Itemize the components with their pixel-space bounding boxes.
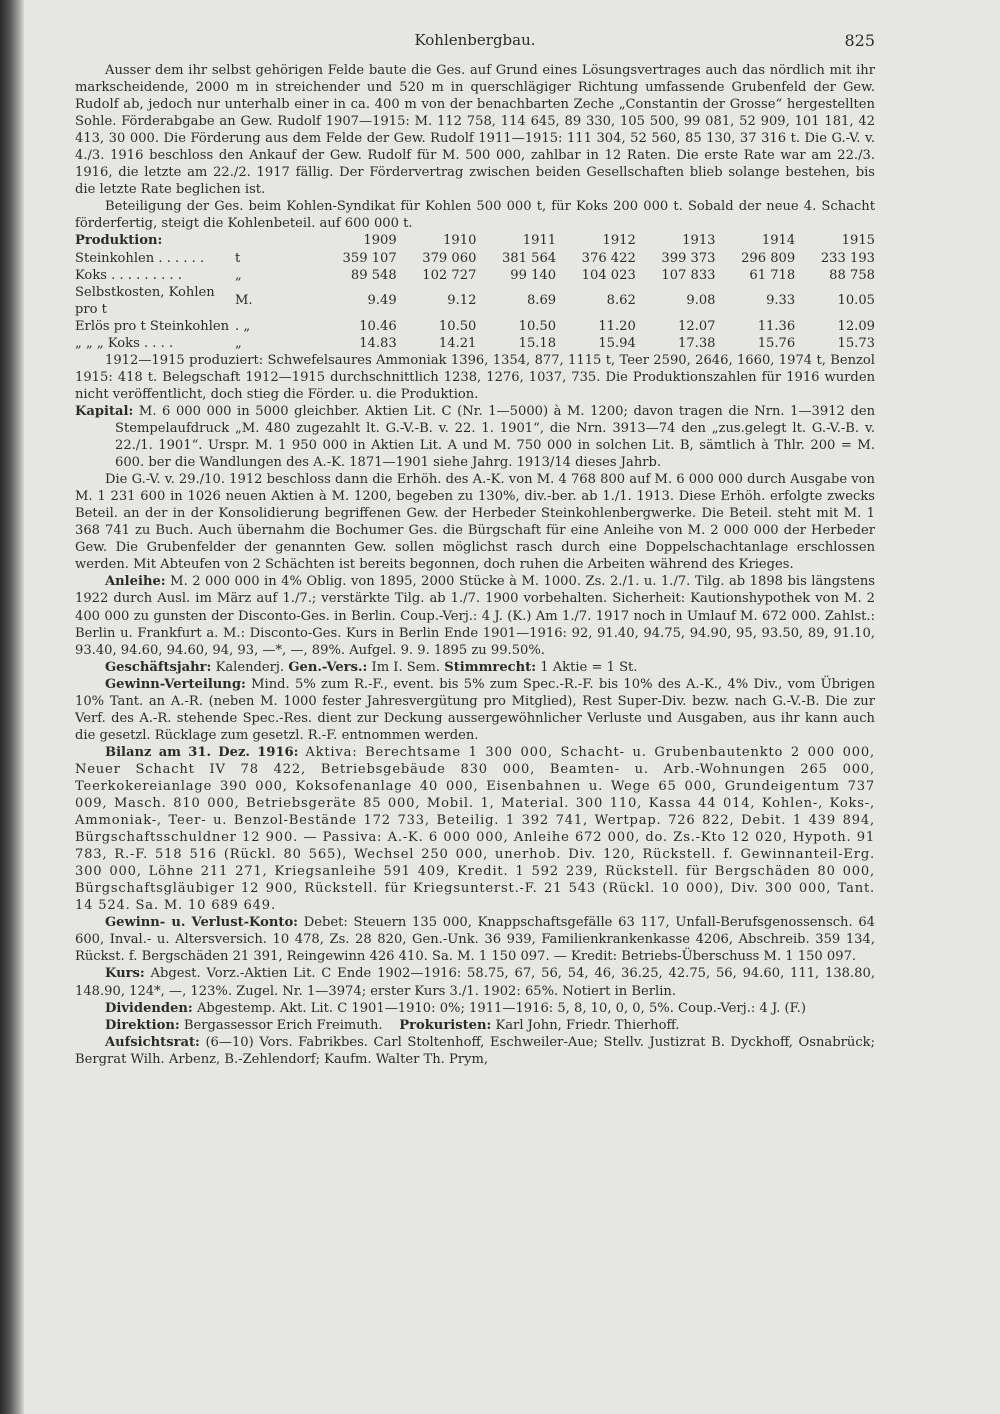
production-header-row — [75, 232, 875, 249]
kurs-text: Abgest. Vorz.-Aktien Lit. C Ende 1902—1916: 58.75, 67, 56, 54, 46, 36.25, 42.75, 56, 94.60, 111, 138.80, 148.90, 124*, —, 123%. Zugel. Nr. 1—3974; erster Kurs 3./1. 1902: 65%. Notiert in Berlin. — [75, 966, 875, 999]
table-cell: 233 193 — [820, 250, 875, 266]
table-cell: 8.62 — [606, 293, 636, 309]
dividenden-label: Dividenden: — [105, 1000, 193, 1016]
year-cell: 1915 — [841, 233, 875, 249]
table-row — [75, 267, 875, 284]
syndicate-paragraph: Beteiligung der Ges. beim Kohlen-Syndikat für Kohlen 500 000 t, für Koks 200 000 t. Sobald der neue 4. Schacht förderfertig, steigt die Kohlenbeteil. auf 600 000 t. — [75, 199, 875, 232]
table-cell: 10.05 — [837, 293, 875, 309]
row-label: Koks . . . . . . . . . — [75, 267, 182, 283]
table-cell: 10.46 — [359, 318, 397, 334]
table-cell: 15.94 — [598, 335, 636, 351]
geschaeftsjahr-label: Geschäftsjahr: — [105, 659, 212, 675]
table-cell: 15.76 — [757, 335, 796, 351]
table-cell: 14.21 — [438, 335, 477, 351]
book-spine-shadow — [0, 0, 24, 1414]
table-cell: 12.07 — [678, 318, 716, 334]
table-cell: 9.08 — [686, 293, 716, 309]
row-label: Steinkohlen . . . . . . — [75, 250, 205, 266]
kapital-text: M. 6 000 000 in 5000 gleichber. Aktien Lit. C (Nr. 1—5000) à M. 1200; davon tragen die Nrn. 1—3912 den Stempelaufdruck „M. 480 zugezahlt lt. G.-V.-B. v. 22. 1. 1901“, die Nrn. 3913—74 den „zus.gelegt lt. G.-V.-B. v. 22./1. 1901“. Urspr. M. 1 950 000 in Aktien Lit. A und M. 750 000 in solchen Lit. B, sämtlich à Thlr. 200 = M. 600. ber die Wandlungen des A.-K. 1871—1901 siehe Jahrg. 1913/14 dieses Jahrb. — [115, 403, 876, 471]
table-row — [75, 318, 875, 335]
gen-vers-text: Im I. Sem. — [371, 659, 441, 675]
aufsichtsrat-label: Aufsichtsrat: — [105, 1034, 200, 1050]
kurs-paragraph — [75, 965, 875, 999]
row-label: Selbstkosten, Kohlen pro t — [75, 284, 215, 317]
table-cell: 381 564 — [501, 250, 557, 266]
stimmrecht-text: 1 Aktie = 1 St. — [540, 659, 638, 675]
table-cell: 376 422 — [581, 250, 636, 266]
table-cell: 15.18 — [518, 335, 557, 351]
row-label: „ „ „ Koks . . . . — [75, 335, 174, 351]
guv-text: Debet: Steuern 135 000, Knappschaftsgefälle 63 117, Unfall-Berufsgenossensch. 64 600, Inval.- u. Altersversich. 10 478, Zs. 28 820, Gen.-Unk. 36 939, Familienkrankenkasse 4206, Abschreib. 359 134, Rückst. f. Bergschäden 21 391, Reingewinn 426 410. Sa. M. 1 150 097. — Kredit: Betriebs-Überschuss M. 1 150 097. — [75, 915, 875, 965]
aufsichtsrat-text: (6—10) Vors. Fabrikbes. Carl Stoltenhoff, Eschweiler-Aue; Stellv. Justizrat B. Dyckhoff, Osnabrück; Bergrat Wilh. Arbenz, B.-Zehlendorf; Kaufm. Walter Th. Prym, — [75, 1034, 875, 1067]
kapital-paragraph — [75, 403, 875, 471]
table-cell: 61 718 — [749, 267, 796, 283]
year-cell: 1910 — [443, 233, 477, 249]
direktion-label: Direktion: — [105, 1017, 180, 1033]
prokuristen-label: Prokuristen: — [399, 1017, 492, 1033]
table-cell: 399 373 — [661, 250, 716, 266]
table-cell: 359 107 — [342, 250, 397, 266]
table-cell: 99 140 — [510, 267, 557, 283]
geschaeftsjahr-text: Kalenderj. — [215, 659, 285, 675]
table-cell: 12.09 — [837, 318, 875, 334]
direktion-paragraph — [75, 1017, 875, 1034]
anleihe-label: Anleihe: — [105, 574, 166, 590]
table-cell: 14.83 — [359, 335, 397, 351]
production-table — [75, 232, 875, 351]
intro-paragraph: Ausser dem ihr selbst gehörigen Felde baute die Ges. auf Grund eines Lösungsvertrages auch das nördlich mit ihr markscheidende, 2000 m in streichender und 520 m in querschlägiger Richtung umfassende Grubenfeld der Gew. Rudolf ab, jedoch nur unterhalb einer in ca. 400 m von der benachbarten Zeche „Constantin der Grosse“ hergestellten Sohle. Förderabgabe an Gew. Rudolf 1907—1915: M. 112 758, 114 645, 89 330, 105 500, 99 081, 52 909, 101 181, 42 413, 30 000. Die Förderung aus dem Felde der Gew. Rudolf 1911—1915: 111 304, 52 560, 85 130, 37 316 t. Die G.-V. v. 4./3. 1916 beschloss den Ankauf der Gew. Rudolf für M. 500 000, zahlbar in 12 Raten. Die erste Rate war am 22./3. 1916, die letzte am 22./2. 1917 fällig. Der Fördervertrag zwischen beiden Gesellschaften blieb solange bestehen, bis die letzte Rate beglichen ist. — [75, 63, 875, 198]
table-cell: 104 023 — [581, 267, 636, 283]
table-cell: 107 833 — [661, 267, 716, 283]
prokuristen-text: Karl John, Friedr. Thierhoff. — [495, 1017, 680, 1033]
running-header — [75, 30, 875, 62]
table-cell: 15.73 — [837, 335, 875, 351]
table-cell: 296 809 — [741, 250, 796, 266]
row-unit: . „ — [235, 318, 251, 334]
fiscal-year-paragraph — [75, 659, 875, 676]
year-cell: 1913 — [682, 233, 716, 249]
page-content — [75, 30, 875, 1068]
table-cell: 10.50 — [518, 318, 557, 334]
table-cell: 102 727 — [422, 267, 477, 283]
page-title: Kohlenbergbau. — [414, 31, 536, 49]
aufsichtsrat-paragraph — [75, 1034, 875, 1068]
row-unit: „ — [235, 267, 242, 283]
production-note: 1912—1915 produziert: Schwefelsaures Ammoniak 1396, 1354, 877, 1115 t, Teer 2590, 2646, 1660, 1974 t, Benzol 1915: 418 t. Belegschaft 1912—1915 durchschnittlich 1238, 1276, 1037, 735. Die Produktionszahlen für 1916 wurden nicht veröffentlicht, doch stieg die Förder. u. die Produktion. — [75, 352, 875, 402]
table-cell: 88 758 — [829, 267, 875, 283]
row-unit: M. — [235, 293, 253, 309]
table-cell: 9.33 — [766, 293, 796, 309]
year-cell: 1912 — [602, 233, 636, 249]
table-cell: 11.20 — [598, 318, 636, 334]
page-number: 825 — [844, 31, 875, 50]
bilanz-label: Bilanz am 31. Dez. 1916: — [105, 744, 299, 760]
guv-label: Gewinn- u. Verlust-Konto: — [105, 915, 299, 931]
table-cell: 9.49 — [367, 293, 397, 309]
gewinn-verteilung-label: Gewinn-Verteilung: — [105, 676, 246, 692]
table-row — [75, 335, 875, 352]
gewinn-verteilung-paragraph — [75, 676, 875, 744]
table-cell: 379 060 — [422, 250, 477, 266]
table-row — [75, 250, 875, 267]
row-label: Erlös pro t Steinkohlen — [75, 318, 230, 334]
row-unit: „ — [235, 335, 242, 351]
table-cell: 10.50 — [438, 318, 477, 334]
kapital-label: Kapital: — [75, 403, 134, 419]
table-cell: 11.36 — [757, 318, 796, 334]
production-heading: Produktion: — [75, 233, 163, 249]
bilanz-text: Aktiva: Berechtsame 1 300 000, Schacht- u. Grubenbautenkto 2 000 000, Neuer Schacht IV 78 422, Betriebsgebäude 830 000, Beamten- u. Arb.-Wohnungen 265 000, Teerkokereianlage 390 000, Koksofenanlage 40 000, Eisenbahnen u. Wege 65 000, Grundeigentum 737 009, Masch. 810 000, Betriebsgeräte 85 000, Mobil. 1, Material. 300 110, Kassa 44 014, Kohlen-, Koks-, Ammoniak-, Teer- u. Benzol-Bestände 172 733, Beteilig. 1 392 741, Wertpap. 726 822, Debit. 1 439 894, Bürgschaftsschuldner 12 900. — Passiva: A.-K. 6 000 000, Anleihe 672 000, do. Zs.-Kto 12 020, Hypoth. 91 783, R.-F. 518 516 (Rückl. 80 565), Wechsel 250 000, unerhob. Div. 120, Rückstell. f. Gewinnanteil-Erg. 300 000, Löhne 211 271, Kriegsanleihe 591 409, Kredit. 1 592 239, Rückstell. für Bergschäden 80 000, Bürgschaftsgläubiger 12 900, Rückstell. für Kriegsunterst.-F. 21 543 (Rückl. 10 000), Div. 300 000, Tant. 14 524. Sa. M. 10 689 649. — [75, 744, 876, 914]
table-cell: 89 548 — [350, 267, 397, 283]
kapital-increase-paragraph: Die G.-V. v. 29./10. 1912 beschloss dann die Erhöh. des A.-K. von M. 4 768 800 auf M. 6 000 000 durch Ausgabe von M. 1 231 600 in 1026 neuen Aktien à M. 1200, begeben zu 130%, div.-ber. ab 1./1. 1913. Diese Erhöh. erfolgte zwecks Beteil. an der in der Konsolidierung begriffenen Gew. der Herbeder Steinkohlenbergwerke. Die Beteil. steht mit M. 1 368 741 zu Buch. Auch übernahm die Bochumer Ges. die Bürgschaft für eine Anleihe von M. 2 000 000 der Herbeder Gew. Die Grubenfelder der genannten Gew. sollen möglichst rasch durch eine Doppelschachtanlage erschlossen werden. Mit Abteufen von 2 Schächten ist bereits begonnen, doch ruhen die Arbeiten während des Krieges. — [75, 472, 875, 573]
anleihe-paragraph — [75, 573, 875, 658]
year-cell: 1909 — [363, 233, 397, 249]
table-row — [75, 284, 875, 318]
table-cell: 9.12 — [447, 293, 477, 309]
table-cell: 17.38 — [678, 335, 716, 351]
gewinn-verteilung-text: Mind. 5% zum R.-F., event. bis 5% zum Spec.-R.-F. bis 10% des A.-K., 4% Div., vom Übrigen 10% Tant. an A.-R. (neben M. 1000 fester Jahresvergütung pro Mitglied), Rest Super-Div. bezw. nach G.-V.-B. Die zur Verf. des A.-R. stehende Spec.-Res. dient zur Deckung aussergewöhnlicher Verluste und Ausgaben, aus ihr kann auch die gesetzl. Rücklage zum gesetzl. R.-F. entnommen werden. — [75, 676, 875, 743]
dividenden-text: Abgestemp. Akt. Lit. C 1901—1910: 0%; 1911—1916: 5, 8, 10, 0, 0, 5%. Coup.-Verj.: 4 J. (F.) — [196, 1000, 806, 1016]
row-unit: t — [235, 250, 241, 266]
year-cell: 1914 — [761, 233, 796, 249]
gen-vers-label: Gen.-Vers.: — [288, 659, 368, 675]
dividenden-paragraph — [75, 1000, 875, 1017]
table-cell: 8.69 — [526, 293, 557, 309]
kurs-label: Kurs: — [105, 966, 145, 982]
anleihe-text: M. 2 000 000 in 4% Oblig. von 1895, 2000 Stücke à M. 1000. Zs. 2./1. u. 1./7. Tilg. ab 1898 bis längstens 1922 durch Ausl. im März auf 1./7.; verstärkte Tilg. ab 1./7. 1900 vorbehalten. Sicherheit: Kautionshypothek von M. 2 400 000 zu gunsten der Disconto-Ges. in Berlin. Coup.-Verj.: 4 J. (K.) Am 1./7. 1917 noch in Umlauf M. 672 000. Zahlst.: Berlin u. Frankfurt a. M.: Disconto-Ges. Kurs in Berlin Ende 1901—1916: 92, 91.40, 94.75, 94.90, 95, 93.50, 89, 91.10, 93.40, 94.60, 94.60, 94, 93, —*, —, 89%. Aufgel. 9. 9. 1895 zu 99.50%. — [75, 574, 875, 658]
guv-paragraph — [75, 914, 875, 965]
bilanz-paragraph — [75, 744, 875, 914]
year-cell: 1911 — [522, 233, 557, 249]
direktion-text: Bergassessor Erich Freimuth. — [183, 1017, 383, 1033]
stimmrecht-label: Stimmrecht: — [444, 659, 537, 675]
